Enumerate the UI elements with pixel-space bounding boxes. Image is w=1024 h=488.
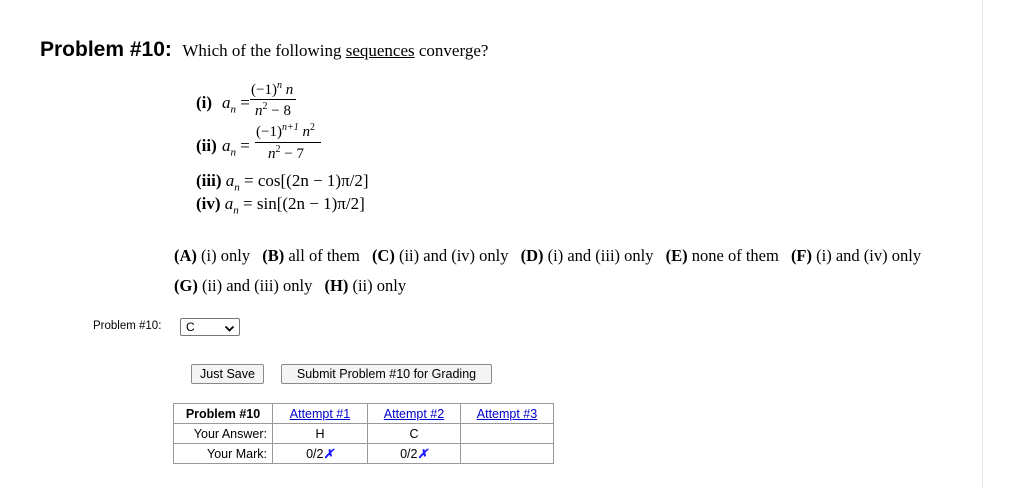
sequence-i-fraction-bar (250, 99, 296, 100)
choice-b: (B) all of them (262, 246, 360, 265)
attempt-1-link[interactable]: Attempt #1 (273, 404, 368, 424)
sequence-i-label: (i) (196, 93, 213, 112)
choice-e: (E) none of them (665, 246, 779, 265)
choice-a: (A) (i) only (174, 246, 251, 265)
table-row (174, 424, 554, 444)
attempt-1-answer: H (273, 424, 368, 444)
sequence-ii-lhs: $a_n$ = (222, 136, 250, 159)
answer-select[interactable] (180, 318, 240, 336)
choice-d: (D) (i) and (iii) only (520, 246, 654, 265)
sequence-ii-label: (ii) (196, 136, 217, 155)
problem-header (40, 38, 488, 62)
attempt-2-answer: C (368, 424, 461, 444)
submit-button[interactable]: Submit Problem #10 for Grading (281, 364, 492, 384)
sequence-iii: (iii) $a_n = \cos[(2n - 1)\pi/2]$ (196, 171, 369, 194)
attempt-2-link[interactable]: Attempt #2 (368, 404, 461, 424)
sequence-ii-numerator: $(-1)^{n+1}$ $n^2$ (256, 122, 315, 140)
your-answer-label: Your Answer: (174, 424, 273, 444)
sequence-iv: (iv) $a_n = \sin[(2n - 1)\pi/2]$ (196, 194, 365, 217)
sequence-i-lhs: $a_n$ = (222, 93, 250, 116)
table-row (174, 444, 554, 464)
question-suffix: converge? (418, 41, 489, 60)
your-mark-label: Your Mark: (174, 444, 273, 464)
attempt-3-answer (461, 424, 554, 444)
sequence-i-numerator: $(-1)^n$ n (251, 80, 294, 98)
attempts-table (173, 403, 554, 464)
answer-label: Problem #10: (93, 320, 162, 332)
problem-question (182, 41, 488, 60)
table-row (174, 404, 554, 424)
sequence-i-denominator: $n^2 - 8$ (255, 101, 291, 119)
attempt-2-mark: 0/2✗ (368, 444, 461, 464)
sequence-ii-fraction-bar (255, 142, 321, 143)
answer-selected-value: C (186, 320, 195, 334)
attempt-3-link[interactable]: Attempt #3 (461, 404, 554, 424)
sequence-ii-denominator: $n^2 - 7$ (268, 144, 304, 162)
chevron-down-icon (224, 322, 235, 336)
sequences-term: sequences (345, 41, 415, 60)
choices-row-2 (174, 276, 414, 296)
incorrect-x-icon: ✗ (323, 447, 334, 461)
choice-h: (H) (ii) only (324, 276, 407, 295)
attempts-header: Problem #10 (174, 404, 273, 424)
attempt-1-mark: 0/2✗ (273, 444, 368, 464)
choice-g: (G) (ii) and (iii) only (174, 276, 313, 295)
incorrect-x-icon: ✗ (417, 447, 428, 461)
just-save-button[interactable]: Just Save (191, 364, 264, 384)
choice-c: (C) (ii) and (iv) only (371, 246, 509, 265)
choices-row-1 (174, 246, 929, 266)
attempt-3-mark (461, 444, 554, 464)
question-prefix: Which of the following (182, 41, 342, 60)
problem-title: Problem #10: (40, 38, 172, 61)
choice-f: (F) (i) and (iv) only (790, 246, 922, 265)
